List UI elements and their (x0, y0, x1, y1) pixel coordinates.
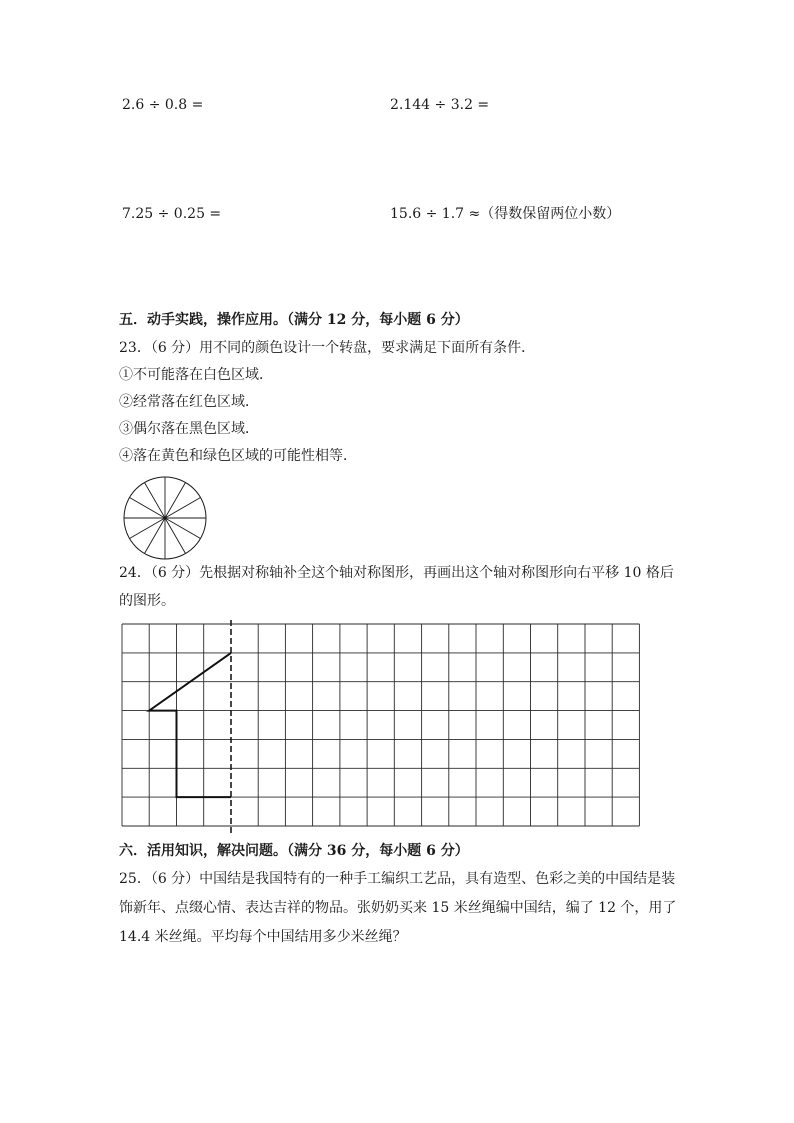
question-25-line-1: 25．（6 分）中国结是我国特有的一种手工编织工艺品，具有造型、色彩之美的中国结是装 (119, 871, 676, 887)
question-23-prompt: 23．（6 分）用不同的颜色设计一个转盘，要求满足下面所有条件． (119, 340, 536, 356)
equation-3: 7.25 ÷ 0.25 = (122, 206, 222, 222)
condition-4: ④落在黄色和绿色区域的可能性相等． (119, 448, 357, 464)
condition-2: ②经常落在红色区域． (119, 394, 259, 410)
condition-1: ①不可能落在白色区域． (119, 367, 273, 383)
spinner-wheel (122, 475, 208, 561)
question-25-line-2: 饰新年、点缀心情、表达吉祥的物品。张奶奶买来 15 米丝绳编中国结，编了 12 个，用了 (119, 900, 677, 916)
question-24-line-1: 24．（6 分）先根据对称轴补全这个轴对称图形，再画出这个轴对称图形向右平移 10 格后 (119, 565, 674, 581)
section-5-heading: 五．动手实践，操作应用。（满分 12 分，每小题 6 分） (119, 312, 469, 328)
symmetry-grid (118, 620, 648, 836)
section-6-heading: 六．活用知识，解决问题。（满分 36 分，每小题 6 分） (119, 843, 469, 859)
question-25-line-3: 14.4 米丝绳。平均每个中国结用多少米丝绳？ (119, 929, 407, 945)
equation-1: 2.6 ÷ 0.8 = (122, 97, 204, 113)
equation-2: 2.144 ÷ 3.2 = (390, 97, 490, 113)
question-24-line-2: 的图形。 (119, 593, 175, 609)
equation-4: 15.6 ÷ 1.7 ≈（得数保留两位小数） (390, 206, 621, 222)
condition-3: ③偶尔落在黑色区域． (119, 421, 259, 437)
